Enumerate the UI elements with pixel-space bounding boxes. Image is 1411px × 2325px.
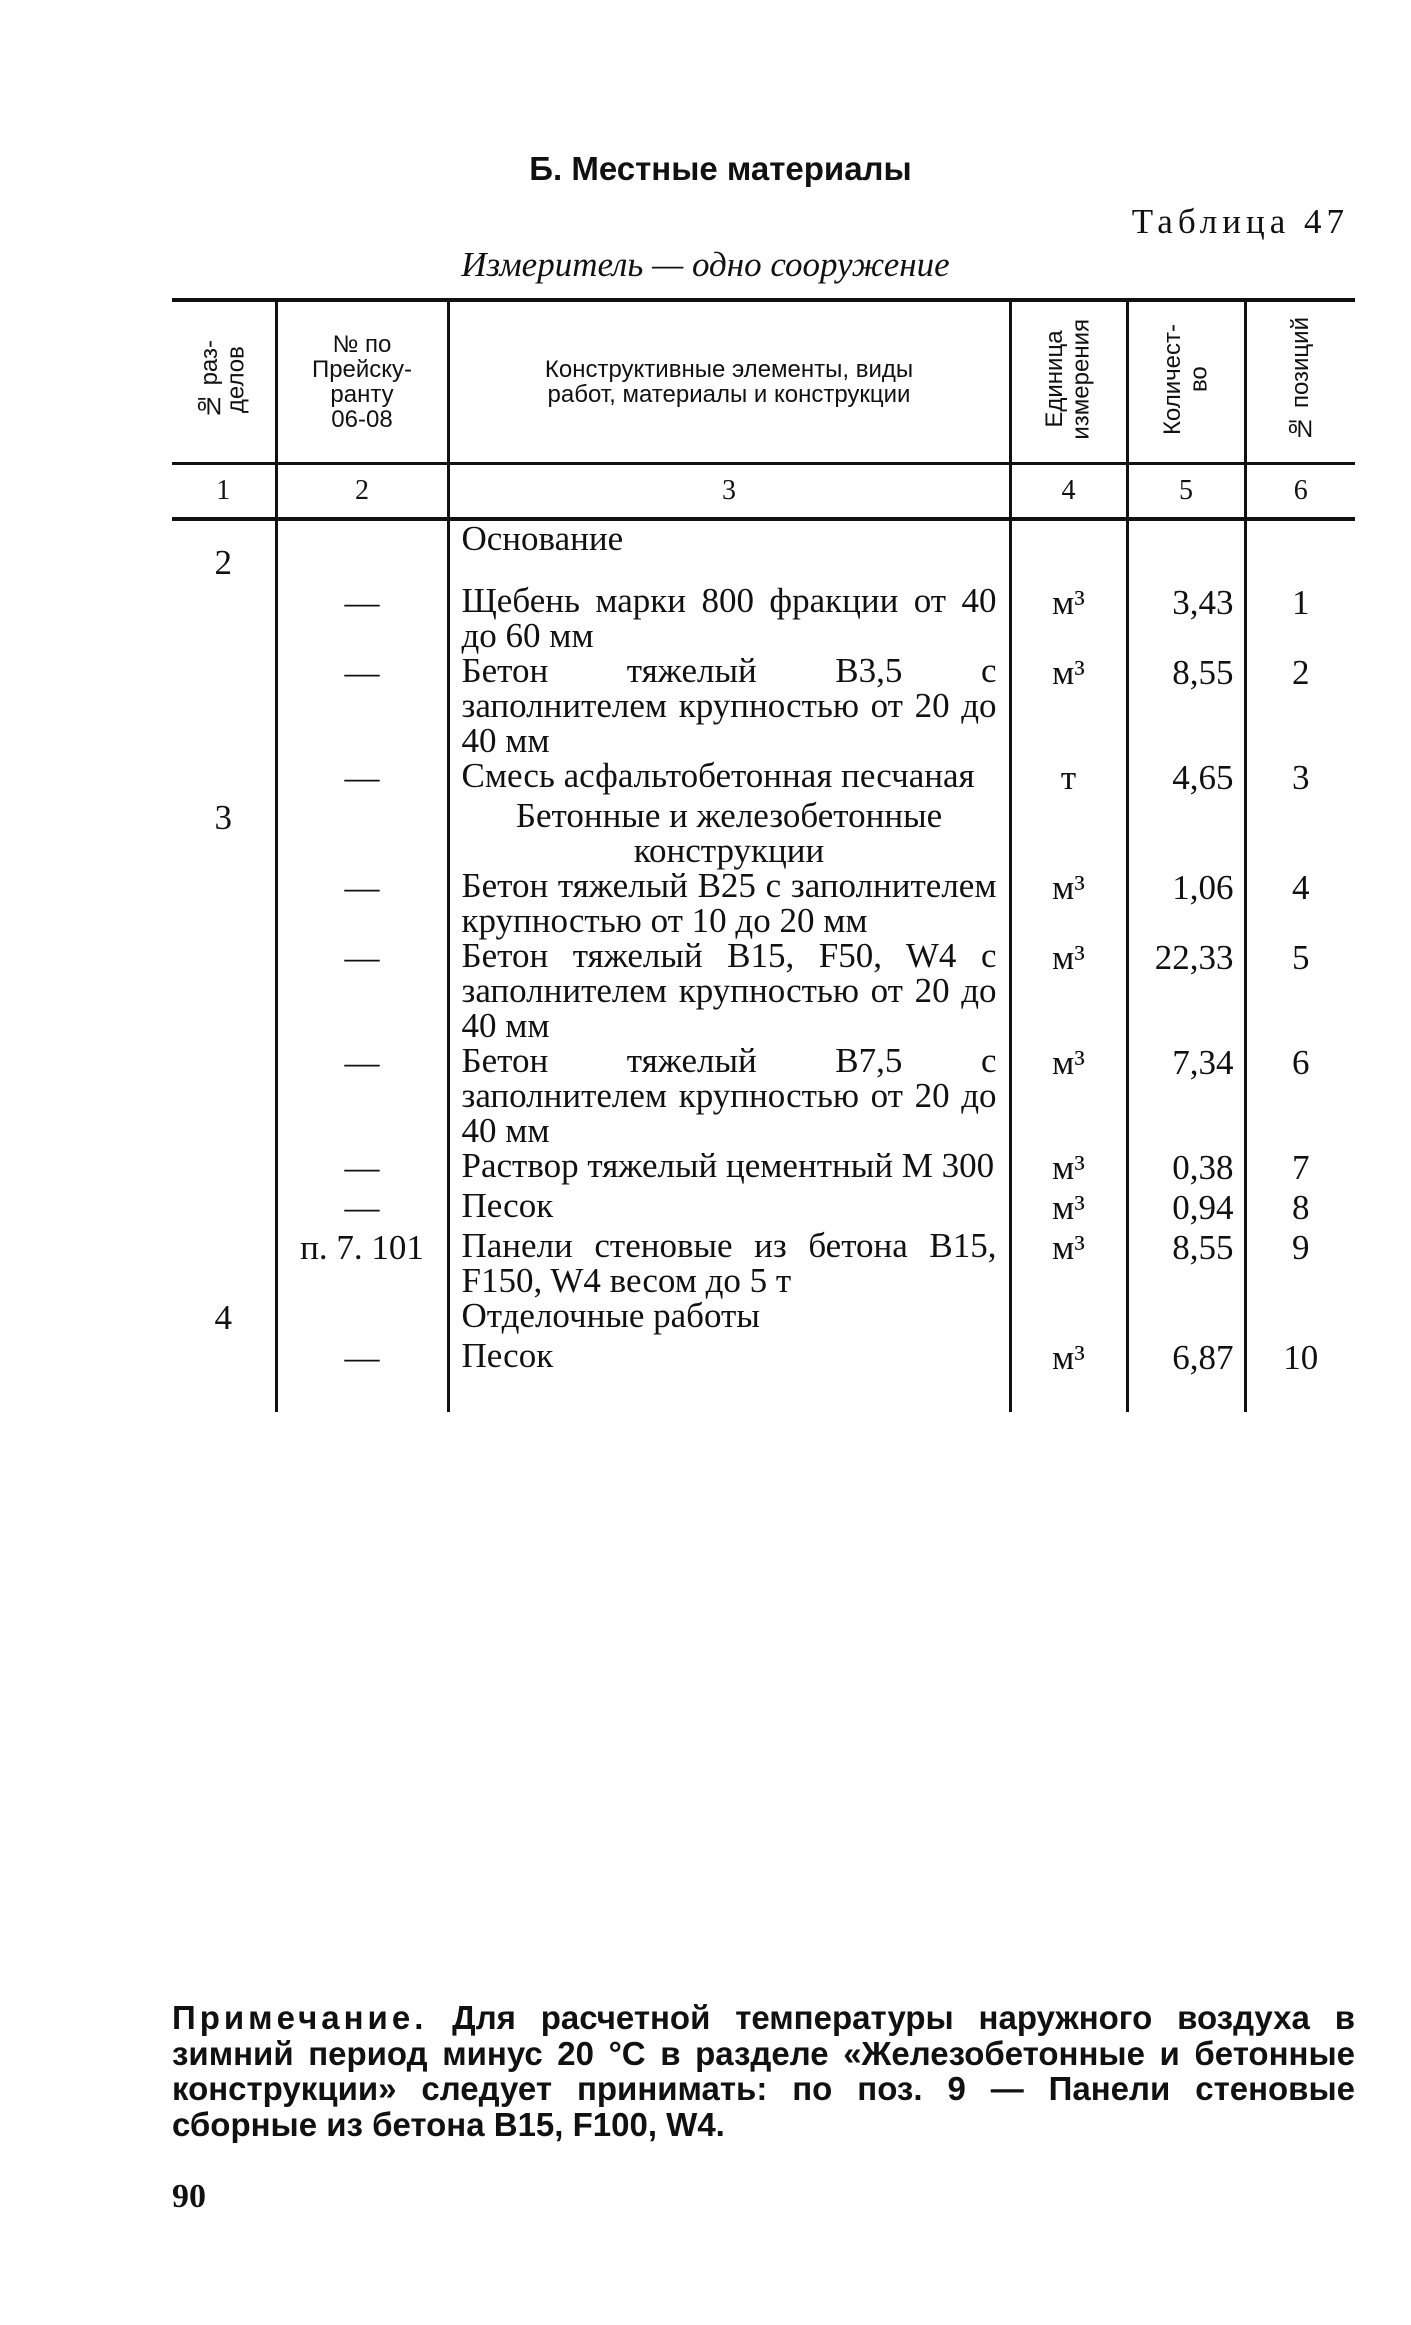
position-cell: 5 xyxy=(1245,938,1355,1043)
description-cell: Песок xyxy=(448,1188,1010,1228)
unit-cell xyxy=(1010,798,1127,868)
description-cell: Щебень марки 800 фракции от 40 до 60 мм xyxy=(448,583,1010,653)
price-list-code-cell: п. 7. 101 xyxy=(276,1228,448,1298)
section-number-cell xyxy=(172,1338,276,1412)
note-paragraph xyxy=(172,2000,1355,2143)
section-number-cell xyxy=(172,653,276,758)
section-number-cell: 4 xyxy=(172,1298,276,1338)
position-cell: 7 xyxy=(1245,1148,1355,1188)
table-row xyxy=(172,938,1355,1043)
description-cell: Отделочные работы xyxy=(448,1298,1010,1338)
position-cell: 9 xyxy=(1245,1228,1355,1298)
unit-cell: т xyxy=(1010,758,1127,798)
quantity-cell: 4,65 xyxy=(1127,758,1245,798)
column-number: 6 xyxy=(1245,464,1355,520)
price-list-code-cell: — xyxy=(276,653,448,758)
quantity-cell: 0,94 xyxy=(1127,1188,1245,1228)
unit-cell xyxy=(1010,1298,1127,1338)
section-number-cell xyxy=(172,1188,276,1228)
header-section-number: № раз- делов xyxy=(172,300,276,464)
quantity-cell: 1,06 xyxy=(1127,868,1245,938)
table-label: Таблица 47 xyxy=(1131,202,1349,241)
section-number-cell xyxy=(172,938,276,1043)
price-list-code-cell xyxy=(276,519,448,583)
column-number: 2 xyxy=(276,464,448,520)
quantity-cell: 7,34 xyxy=(1127,1043,1245,1148)
description-cell: Бетон тяжелый В15, F50, W4 с заполнителем крупностью от 20 до 40 мм xyxy=(448,938,1010,1043)
description-cell: Бетон тяжелый В25 с заполнителем крупностью от 10 до 20 мм xyxy=(448,868,1010,938)
header-price-list-number: № по Прейску- ранту 06-08 xyxy=(276,300,448,464)
table-row xyxy=(172,798,1355,868)
page-number: 90 xyxy=(172,2178,206,2215)
position-cell: 2 xyxy=(1245,653,1355,758)
section-number-cell xyxy=(172,1228,276,1298)
price-list-code-cell: — xyxy=(276,938,448,1043)
description-cell: Раствор тяжелый цементный М 300 xyxy=(448,1148,1010,1188)
price-list-code-cell xyxy=(276,1298,448,1338)
header-position-number: № позиций xyxy=(1245,300,1355,464)
column-number: 5 xyxy=(1127,464,1245,520)
description-cell: Основание xyxy=(448,519,1010,583)
column-number: 1 xyxy=(172,464,276,520)
table-row xyxy=(172,653,1355,758)
position-cell: 10 xyxy=(1245,1338,1355,1412)
unit-cell: м³ xyxy=(1010,1043,1127,1148)
price-list-code-cell xyxy=(276,798,448,868)
position-cell: 1 xyxy=(1245,583,1355,653)
quantity-cell: 3,43 xyxy=(1127,583,1245,653)
unit-cell xyxy=(1010,519,1127,583)
description-cell: Бетон тяжелый В3,5 с заполнителем крупностью от 20 до 40 мм xyxy=(448,653,1010,758)
table-row xyxy=(172,1298,1355,1338)
quantity-cell xyxy=(1127,1298,1245,1338)
section-number-cell xyxy=(172,758,276,798)
position-cell: 6 xyxy=(1245,1043,1355,1148)
description-cell: Песок xyxy=(448,1338,1010,1412)
measure-caption: Измеритель — одно сооружение xyxy=(461,245,950,284)
table-row xyxy=(172,583,1355,653)
price-list-code-cell: — xyxy=(276,583,448,653)
position-cell xyxy=(1245,1298,1355,1338)
table-body xyxy=(172,519,1355,1412)
description-cell: Бетонные и железобетонные конструкции xyxy=(448,798,1010,868)
section-title: Б. Местные материалы xyxy=(529,150,912,187)
note-label: Примечание. xyxy=(172,1999,428,2036)
table-row xyxy=(172,1228,1355,1298)
description-cell: Панели стеновые из бетона В15, F150, W4 весом до 5 т xyxy=(448,1228,1010,1298)
price-list-code-cell: — xyxy=(276,1188,448,1228)
section-number-cell xyxy=(172,868,276,938)
table-row xyxy=(172,1188,1355,1228)
section-number-cell: 2 xyxy=(172,519,276,583)
table-header-row xyxy=(172,300,1355,464)
table-row xyxy=(172,1148,1355,1188)
unit-cell: м³ xyxy=(1010,938,1127,1043)
unit-cell: м³ xyxy=(1010,1228,1127,1298)
price-list-code-cell: — xyxy=(276,1338,448,1412)
description-cell: Бетон тяжелый В7,5 с заполнителем крупностью от 20 до 40 мм xyxy=(448,1043,1010,1148)
table-row xyxy=(172,1338,1355,1412)
note-text: Для расчетной температуры наружного воздуха в зимний период минус 20 °С в разделе «Железобетонные и бетонные конструкции» следует принимать: по поз. 9 — Панели стеновые сборные из бетона В15, F100, W4. xyxy=(172,1999,1355,2143)
unit-cell: м³ xyxy=(1010,583,1127,653)
section-number-cell xyxy=(172,583,276,653)
section-number-cell: 3 xyxy=(172,798,276,868)
unit-cell: м³ xyxy=(1010,653,1127,758)
unit-cell: м³ xyxy=(1010,1148,1127,1188)
price-list-code-cell: — xyxy=(276,1043,448,1148)
quantity-cell: 8,55 xyxy=(1127,1228,1245,1298)
column-number: 3 xyxy=(448,464,1010,520)
position-cell: 4 xyxy=(1245,868,1355,938)
position-cell xyxy=(1245,798,1355,868)
quantity-cell xyxy=(1127,519,1245,583)
section-number-cell xyxy=(172,1148,276,1188)
header-unit: Единица измерения xyxy=(1010,300,1127,464)
quantity-cell: 6,87 xyxy=(1127,1338,1245,1412)
position-cell: 8 xyxy=(1245,1188,1355,1228)
section-number-cell xyxy=(172,1043,276,1148)
price-list-code-cell: — xyxy=(276,1148,448,1188)
table-row xyxy=(172,758,1355,798)
position-cell xyxy=(1245,519,1355,583)
quantity-cell xyxy=(1127,798,1245,868)
materials-table xyxy=(172,298,1355,1412)
quantity-cell: 8,55 xyxy=(1127,653,1245,758)
column-number-row xyxy=(172,464,1355,520)
unit-cell: м³ xyxy=(1010,868,1127,938)
quantity-cell: 0,38 xyxy=(1127,1148,1245,1188)
table-row xyxy=(172,519,1355,583)
unit-cell: м³ xyxy=(1010,1338,1127,1412)
description-cell: Смесь асфальтобетонная песчаная xyxy=(448,758,1010,798)
header-description: Конструктивные элементы, виды работ, материалы и конструкции xyxy=(448,300,1010,464)
price-list-code-cell: — xyxy=(276,758,448,798)
price-list-code-cell: — xyxy=(276,868,448,938)
column-number: 4 xyxy=(1010,464,1127,520)
table-row xyxy=(172,868,1355,938)
position-cell: 3 xyxy=(1245,758,1355,798)
header-quantity: Количест- во xyxy=(1127,300,1245,464)
quantity-cell: 22,33 xyxy=(1127,938,1245,1043)
unit-cell: м³ xyxy=(1010,1188,1127,1228)
table-row xyxy=(172,1043,1355,1148)
